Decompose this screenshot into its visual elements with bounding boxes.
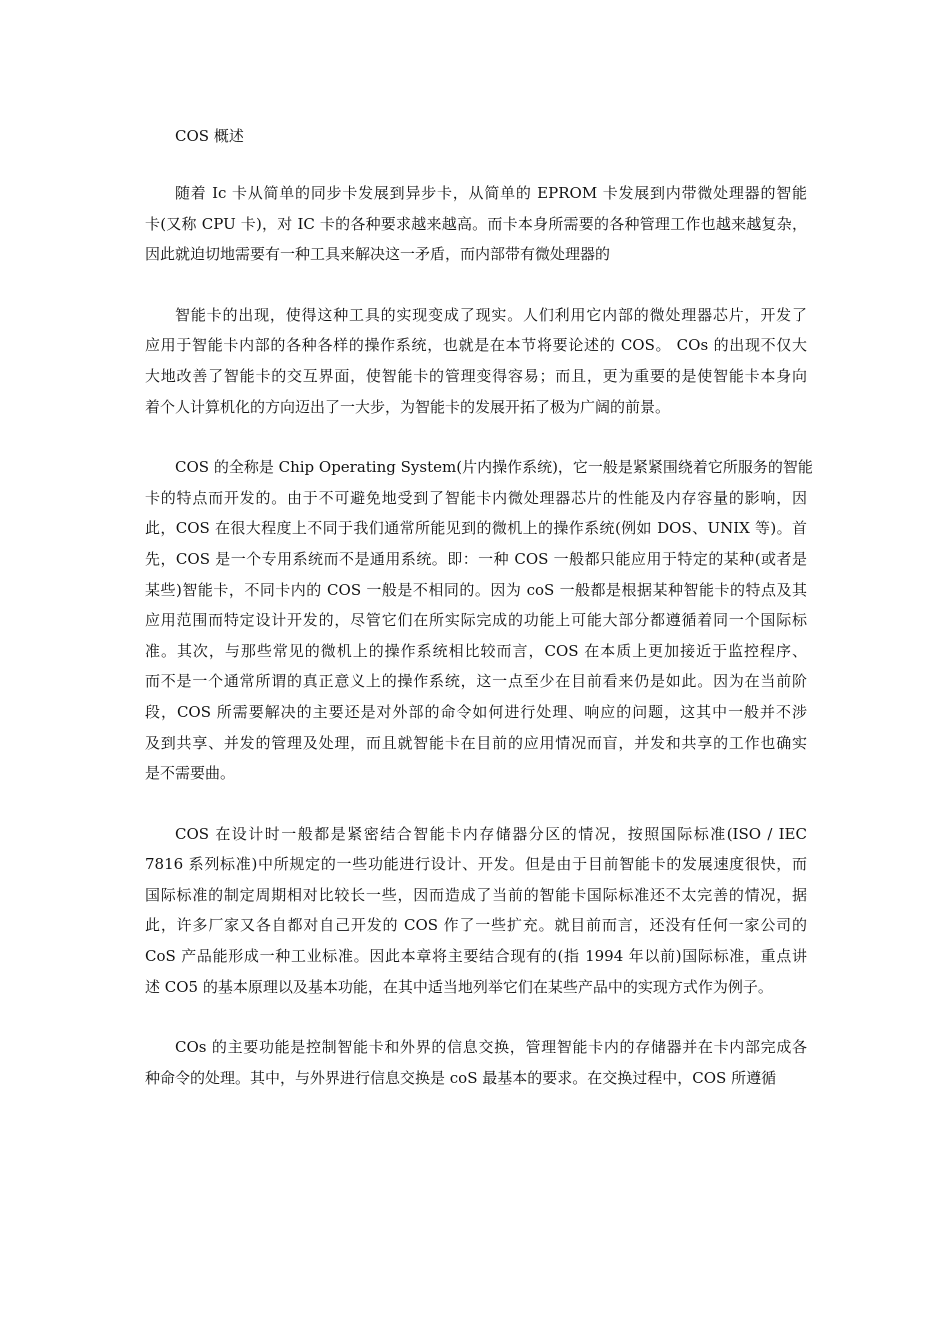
paragraph — [145, 1032, 807, 1093]
paragraph-line: 大地改善了智能卡的交互界面，使智能卡的管理变得容易；而且，更为重要的是使智能卡本身向 — [145, 366, 807, 385]
paragraph-line: 随着 Ic 卡从简单的同步卡发展到异步卡，从简单的 EPROM 卡发展到内带微处理器的智能 — [175, 184, 807, 202]
paragraph-line: 种命令的处理。其中，与外界进行信息交换是 coS 最基本的要求。在交换过程中，COS 所遵循 — [145, 1068, 777, 1087]
paragraph-line: 卡(又称 CPU 卡)，对 IC 卡的各种要求越来越高。而卡本身所需要的各种管理工作也越来越复杂， — [145, 214, 807, 233]
paragraph-line: 此，COS 在很大程度上不同于我们通常所能见到的微机上的操作系统(例如 DOS、UNIX 等)。首 — [145, 519, 807, 538]
paragraph-list — [145, 178, 813, 1093]
paragraph-line: 此，许多厂家又各自都对自己开发的 COS 作了一些扩充。就目前而言，还没有任何一家公司的 — [145, 916, 807, 935]
paragraph-line: 智能卡的出现，使得这种工具的实现变成了现实。人们利用它内部的微处理器芯片，开发了 — [175, 305, 807, 324]
paragraph-line: COS 在设计时一般都是紧密结合智能卡内存储器分区的情况，按照国际标准(ISO / IEC — [175, 824, 807, 843]
paragraph-line: 是不需要曲。 — [145, 764, 236, 783]
paragraph-line: COs 的主要功能是控制智能卡和外界的信息交换，管理智能卡内的存储器并在卡内部完成各 — [175, 1038, 807, 1057]
paragraph — [145, 300, 807, 422]
paragraph-line: 国际标准的制定周期相对比较长一些，因而造成了当前的智能卡国际标准还不太完善的情况，据 — [145, 885, 807, 904]
document-body — [145, 122, 813, 1123]
paragraph — [145, 819, 807, 1003]
paragraph-line: COS 的全称是 Chip Operating System(片内操作系统)，它一般是紧紧围绕着它所服务的智能 — [175, 458, 813, 477]
paragraph — [145, 452, 813, 789]
paragraph — [145, 178, 807, 270]
paragraph-line: CoS 产品能形成一种工业标准。因此本章将主要结合现有的(指 1994 年以前)国际标准，重点讲 — [145, 947, 807, 966]
paragraph-line: 因此就迫切地需要有一种工具来解决这一矛盾，而内部带有微处理器的 — [145, 245, 611, 264]
paragraph-line: 7816 系列标准)中所规定的一些功能进行设计、开发。但是由于目前智能卡的发展速度很快，而 — [145, 855, 807, 874]
paragraph-line: 应用范围而特定设计开发的，尽管它们在所实际完成的功能上可能大部分都遵循着同一个国际标 — [145, 611, 807, 630]
paragraph-line: 应用于智能卡内部的各种各样的操作系统，也就是在本节将要论述的 COS。 COs 的出现不仅大 — [145, 336, 807, 355]
paragraph-line: 着个人计算机化的方向迈出了一大步，为智能卡的发展开拓了极为广阔的前景。 — [145, 397, 671, 416]
paragraph-line: 而不是一个通常所谓的真正意义上的操作系统，这一点至少在目前看来仍是如此。因为在当前阶 — [145, 672, 807, 691]
paragraph-line: 准。其次，与那些常见的微机上的操作系统相比较而言，COS 在本质上更加接近于监控程序、 — [145, 641, 807, 660]
paragraph-line: 先，COS 是一个专用系统而不是通用系统。即：一种 COS 一般都只能应用于特定的某种(或者是 — [145, 549, 807, 568]
paragraph-line: 及到共享、并发的管理及处理，而且就智能卡在目前的应用情况而盲，并发和共享的工作也确实 — [145, 733, 807, 752]
paragraph-line: 卡的特点而开发的。由于不可避免地受到了智能卡内微处理器芯片的性能及内存容量的影响，因 — [145, 488, 807, 507]
paragraph-line: 段，COS 所需要解决的主要还是对外部的命令如何进行处理、响应的问题，这其中一般并不涉 — [145, 702, 807, 721]
paragraph-line: 某些)智能卡，不同卡内的 COS 一般是不相同的。因为 coS 一般都是根据某种智能卡的特点及其 — [145, 580, 807, 599]
paragraph-line: 述 CO5 的基本原理以及基本功能，在其中适当地列举它们在某些产品中的实现方式作为例子。 — [145, 977, 773, 996]
document-title: COS 概述 — [175, 127, 244, 145]
